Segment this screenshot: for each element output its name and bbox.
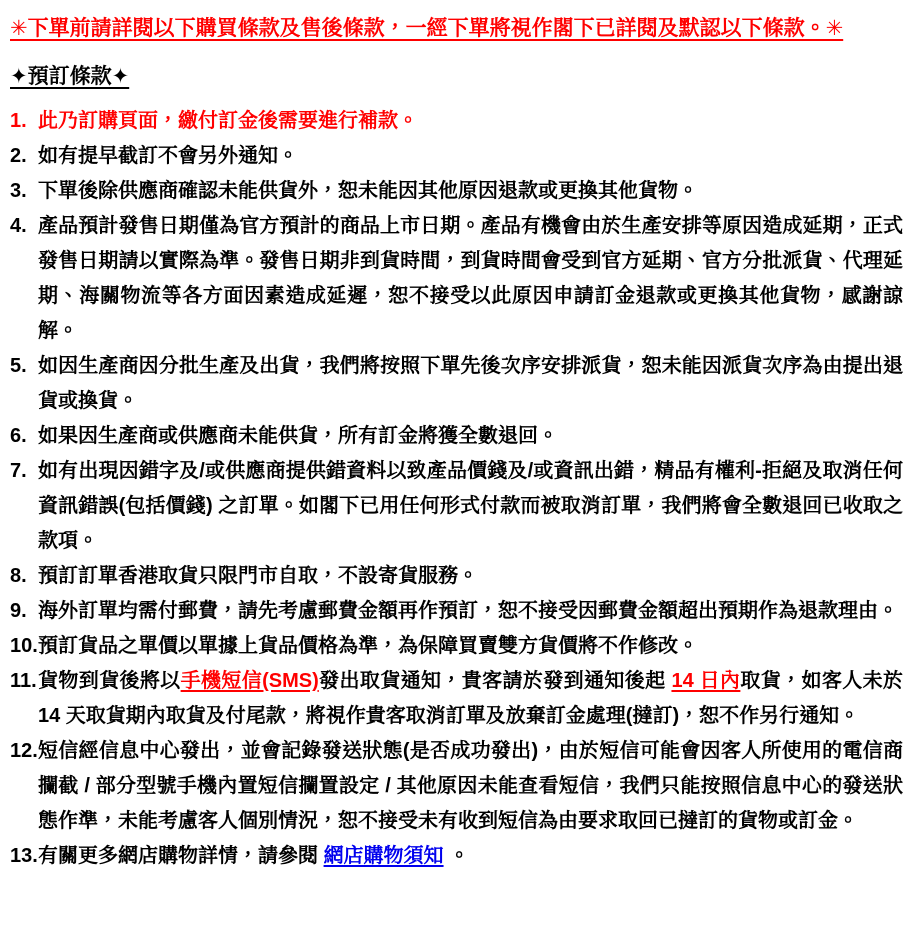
- term-number: 12.: [10, 740, 38, 762]
- term-text-segment: 此乃訂購頁面，繳付訂金後需要進行補款。: [38, 110, 418, 132]
- term-text-segment: 如有提早截訂不會另外通知。: [38, 145, 298, 167]
- term-text-segment: 貨物到貨後將以: [38, 670, 181, 692]
- term-item-1: [6, 104, 903, 139]
- term-item-10: [6, 629, 903, 664]
- term-item-12: [6, 734, 903, 839]
- term-number: 3.: [10, 180, 27, 202]
- term-item-11: [6, 664, 903, 734]
- term-text-segment: 發出取貨通知，貴客請於發到通知後起: [318, 670, 672, 692]
- term-item-9: [6, 594, 903, 629]
- term-text-segment: 14 日內: [671, 670, 741, 692]
- term-number: 13.: [10, 845, 38, 867]
- term-item-4: [6, 209, 903, 349]
- term-text-segment: 如因生產商因分批生產及出貨，我們將按照下單先後次序安排派貨，恕未能因派貨次序為由提出退貨或換貨。: [38, 355, 903, 412]
- purchase-terms-warning-banner: ✳下單前請詳閱以下購買條款及售後條款，一經下單將視作閣下已詳閱及默認以下條款。✳: [10, 17, 844, 40]
- term-text-segment: 產品預計發售日期僅為官方預計的商品上市日期。產品有機會由於生產安排等原因造成延期，正式發售日期請以實際為準。發售日期非到貨時間，到貨時間會受到官方延期、官方分批派貨、代理延期、海關物流等各方面因素造成延遲，恕不接受以此原因申請訂金退款或更換其他貨物，感謝諒解。: [38, 215, 903, 342]
- term-text-segment: 。: [443, 845, 470, 867]
- term-text-segment: 有關更多網店購物詳情，請參閱: [38, 845, 324, 867]
- term-text-segment: 如果因生產商或供應商未能供貨，所有訂金將獲全數退回。: [38, 425, 558, 447]
- term-number: 10.: [10, 635, 38, 657]
- term-number: 9.: [10, 600, 27, 622]
- term-text-segment: 預訂訂單香港取貨只限門市自取，不設寄貨服務。: [38, 565, 478, 587]
- terms-list: [6, 104, 903, 874]
- preorder-terms-section-title: ✦預訂條款✦: [10, 65, 130, 88]
- term-number: 8.: [10, 565, 27, 587]
- term-item-7: [6, 454, 903, 559]
- term-number: 5.: [10, 355, 27, 377]
- term-number: 6.: [10, 425, 27, 447]
- term-text-segment: 預訂貨品之單價以單據上貨品價格為準，為保障買賣雙方貨價將不作修改。: [38, 635, 698, 657]
- term-text-segment: 下單後除供應商確認未能供貨外，恕未能因其他原因退款或更換其他貨物。: [38, 180, 698, 202]
- store-shopping-guide-link[interactable]: 網店購物須知: [323, 845, 444, 867]
- term-number: 4.: [10, 215, 27, 237]
- term-number: 7.: [10, 460, 27, 482]
- term-text-segment: 手機短信(SMS): [180, 670, 319, 692]
- term-text-segment: 短信經信息中心發出，並會記錄發送狀態(是否成功發出)，由於短信可能會因客人所使用的電信商攔截 / 部分型號手機內置短信攔置設定 / 其他原因未能查看短信，我們只能按照信息中心的發送狀態作準，未能考慮客人個別情況，恕不接受未有收到短信為由要求取回已撻訂的貨物或訂金。: [38, 740, 903, 832]
- term-number: 2.: [10, 145, 27, 167]
- preorder-terms-document: [6, 14, 903, 874]
- term-item-3: [6, 174, 903, 209]
- term-item-6: [6, 419, 903, 454]
- term-item-8: [6, 559, 903, 594]
- term-number: 1.: [10, 110, 27, 132]
- term-item-5: [6, 349, 903, 419]
- term-text-segment: 海外訂單均需付郵費，請先考慮郵費金額再作預訂，恕不接受因郵費金額超出預期作為退款理由。: [38, 600, 898, 622]
- term-number: 11.: [10, 670, 37, 692]
- term-item-2: [6, 139, 903, 174]
- term-text-segment: 如有出現因錯字及/或供應商提供錯資料以致產品價錢及/或資訊出錯，精品有權利-拒絕及取消任何資訊錯誤(包括價錢) 之訂單。如閣下已用任何形式付款而被取消訂單，我們將會全數退回已收取之款項。: [38, 460, 903, 552]
- term-text-segment: 取貨，如客人未於 14 天取貨期內取貨及付尾款，將視作貴客取消訂單及放棄訂金處理(撻訂)，恕不作另行通知。: [38, 670, 904, 727]
- term-item-13: [6, 839, 903, 874]
